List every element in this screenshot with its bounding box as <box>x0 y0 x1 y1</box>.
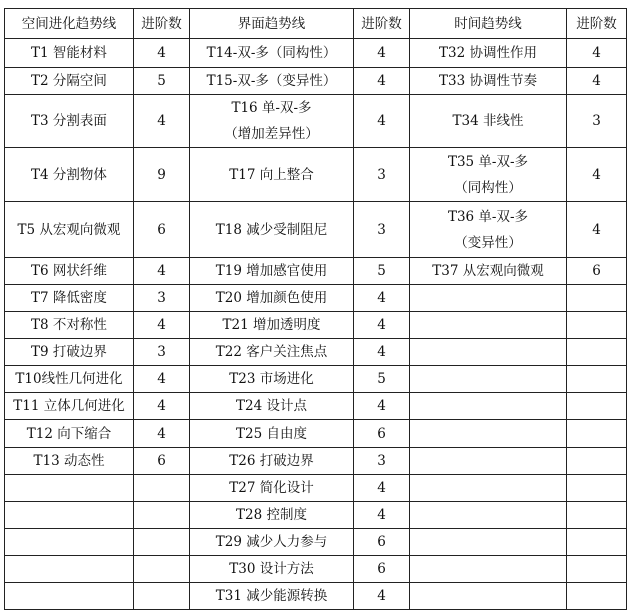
cell-time-trend <box>410 202 567 258</box>
cell-spatial-level <box>134 502 190 529</box>
cell-time-level: 4 <box>567 68 627 95</box>
cell-interface-level: 6 <box>354 556 410 583</box>
cell-spatial-level: 4 <box>134 393 190 420</box>
cell-interface-trend: T27 简化设计 <box>190 475 354 502</box>
table-row <box>5 420 627 448</box>
cell-spatial-level: 6 <box>134 202 190 258</box>
cell-time-trend <box>410 339 567 366</box>
cell-spatial-trend <box>5 502 134 529</box>
cell-time-level <box>567 420 627 448</box>
cell-interface-level: 3 <box>354 448 410 475</box>
table-row <box>5 312 627 339</box>
table-row <box>5 258 627 285</box>
cell-time-trend <box>410 529 567 556</box>
cell-interface-trend: T22 客户关注焦点 <box>190 339 354 366</box>
cell-time-trend <box>410 502 567 529</box>
cell-spatial-trend: T8 不对称性 <box>5 312 134 339</box>
cell-time-level <box>567 502 627 529</box>
cell-spatial-trend: T5 从宏观向微观 <box>5 202 134 258</box>
cell-time-trend: T32 协调性作用 <box>410 39 567 68</box>
cell-spatial-level: 4 <box>134 366 190 393</box>
cell-interface-level: 3 <box>354 148 410 202</box>
cell-interface-trend: T20 增加颜色使用 <box>190 285 354 312</box>
cell-interface-trend: T23 市场进化 <box>190 366 354 393</box>
header-spatial-level: 进阶数 <box>134 9 190 39</box>
cell-interface-trend: T28 控制度 <box>190 502 354 529</box>
cell-spatial-trend: T13 动态性 <box>5 448 134 475</box>
table-row <box>5 339 627 366</box>
header-time-level: 进阶数 <box>567 9 627 39</box>
cell-spatial-level: 3 <box>134 339 190 366</box>
cell-interface-level: 4 <box>354 95 410 148</box>
cell-spatial-trend: T10线性几何进化 <box>5 366 134 393</box>
table-row <box>5 502 627 529</box>
cell-spatial-trend: T2 分隔空间 <box>5 68 134 95</box>
cell-interface-trend: T17 向上整合 <box>190 148 354 202</box>
cell-interface-level: 5 <box>354 366 410 393</box>
cell-interface-trend: T30 设计方法 <box>190 556 354 583</box>
cell-time-trend: T37 从宏观向微观 <box>410 258 567 285</box>
header-interface-level: 进阶数 <box>354 9 410 39</box>
cell-spatial-level <box>134 529 190 556</box>
cell-time-level <box>567 475 627 502</box>
cell-spatial-level: 4 <box>134 258 190 285</box>
cell-interface-level: 4 <box>354 68 410 95</box>
cell-spatial-level: 5 <box>134 68 190 95</box>
table-row <box>5 202 627 258</box>
cell-time-trend: T34 非线性 <box>410 95 567 148</box>
cell-spatial-level: 4 <box>134 312 190 339</box>
cell-spatial-trend: T9 打破边界 <box>5 339 134 366</box>
table-row <box>5 393 627 420</box>
cell-time-trend <box>410 556 567 583</box>
header-spatial-trend: 空间进化趋势线 <box>5 9 134 39</box>
cell-time-level: 4 <box>567 39 627 68</box>
cell-time-trend <box>410 393 567 420</box>
cell-interface-level: 4 <box>354 583 410 610</box>
table-row <box>5 366 627 393</box>
cell-time-level: 6 <box>567 258 627 285</box>
cell-interface-level: 4 <box>354 285 410 312</box>
cell-spatial-trend: T6 网状纤维 <box>5 258 134 285</box>
table-row <box>5 68 627 95</box>
cell-time-level <box>567 312 627 339</box>
cell-interface-level: 5 <box>354 258 410 285</box>
table-row <box>5 556 627 583</box>
cell-interface-trend: T19 增加感官使用 <box>190 258 354 285</box>
cell-time-level: 3 <box>567 95 627 148</box>
cell-time-trend <box>410 148 567 202</box>
table-row <box>5 529 627 556</box>
cell-time-level <box>567 583 627 610</box>
cell-interface-level: 4 <box>354 502 410 529</box>
cell-interface-level: 4 <box>354 393 410 420</box>
cell-interface-level: 4 <box>354 312 410 339</box>
table-row <box>5 148 627 202</box>
cell-time-trend <box>410 583 567 610</box>
table-row <box>5 583 627 610</box>
cell-time-level <box>567 556 627 583</box>
header-interface-trend: 界面趋势线 <box>190 9 354 39</box>
cell-time-trend <box>410 285 567 312</box>
cell-interface-trend: T21 增加透明度 <box>190 312 354 339</box>
cell-interface-trend: T31 减少能源转换 <box>190 583 354 610</box>
cell-spatial-level: 9 <box>134 148 190 202</box>
cell-interface-trend: T26 打破边界 <box>190 448 354 475</box>
cell-interface-level: 4 <box>354 39 410 68</box>
cell-interface-level: 6 <box>354 529 410 556</box>
cell-spatial-level: 4 <box>134 95 190 148</box>
cell-time-level <box>567 339 627 366</box>
table-row <box>5 285 627 312</box>
cell-time-level <box>567 393 627 420</box>
header-time-trend: 时间趋势线 <box>410 9 567 39</box>
table-row <box>5 475 627 502</box>
table-row <box>5 448 627 475</box>
cell-interface-trend: T14-双-多（同构性） <box>190 39 354 68</box>
cell-time-trend <box>410 420 567 448</box>
cell-interface-trend: T15-双-多（变异性） <box>190 68 354 95</box>
cell-interface-trend: T25 自由度 <box>190 420 354 448</box>
cell-spatial-trend: T1 智能材料 <box>5 39 134 68</box>
cell-time-trend: T33 协调性节奏 <box>410 68 567 95</box>
table-row <box>5 95 627 148</box>
cell-spatial-trend: T4 分割物体 <box>5 148 134 202</box>
cell-time-level <box>567 448 627 475</box>
cell-time-level: 4 <box>567 148 627 202</box>
cell-time-trend <box>410 475 567 502</box>
cell-time-level: 4 <box>567 202 627 258</box>
cell-spatial-trend <box>5 583 134 610</box>
cell-line: T16 单-双-多 <box>231 100 312 116</box>
cell-line: T35 单-双-多 <box>447 153 529 170</box>
cell-line: （同构性） <box>454 179 522 196</box>
cell-spatial-level <box>134 475 190 502</box>
table-row <box>5 39 627 68</box>
cell-interface-level: 6 <box>354 420 410 448</box>
cell-spatial-trend: T11 立体几何进化 <box>5 393 134 420</box>
cell-time-trend <box>410 366 567 393</box>
cell-interface-trend: T24 设计点 <box>190 393 354 420</box>
cell-time-trend <box>410 312 567 339</box>
cell-interface-trend: T29 减少人力参与 <box>190 529 354 556</box>
cell-line: T36 单-双-多 <box>447 208 529 225</box>
cell-spatial-trend <box>5 475 134 502</box>
cell-line: （变异性） <box>454 234 522 251</box>
cell-time-level <box>567 285 627 312</box>
evolution-trend-table <box>4 8 627 610</box>
cell-interface-level: 4 <box>354 475 410 502</box>
cell-time-level <box>567 366 627 393</box>
cell-interface-trend <box>190 95 354 148</box>
cell-spatial-level <box>134 583 190 610</box>
cell-spatial-level: 4 <box>134 420 190 448</box>
cell-time-level <box>567 529 627 556</box>
cell-spatial-level: 6 <box>134 448 190 475</box>
cell-spatial-trend <box>5 529 134 556</box>
cell-spatial-trend: T7 降低密度 <box>5 285 134 312</box>
cell-spatial-level: 4 <box>134 39 190 68</box>
cell-spatial-level: 3 <box>134 285 190 312</box>
cell-interface-trend: T18 减少受制阻尼 <box>190 202 354 258</box>
cell-spatial-trend: T12 向下缩合 <box>5 420 134 448</box>
cell-spatial-trend <box>5 556 134 583</box>
cell-time-trend <box>410 448 567 475</box>
cell-line: （增加差异性） <box>224 126 319 142</box>
cell-interface-level: 3 <box>354 202 410 258</box>
cell-interface-level: 4 <box>354 339 410 366</box>
header-row <box>5 9 627 39</box>
cell-spatial-trend: T3 分割表面 <box>5 95 134 148</box>
cell-spatial-level <box>134 556 190 583</box>
